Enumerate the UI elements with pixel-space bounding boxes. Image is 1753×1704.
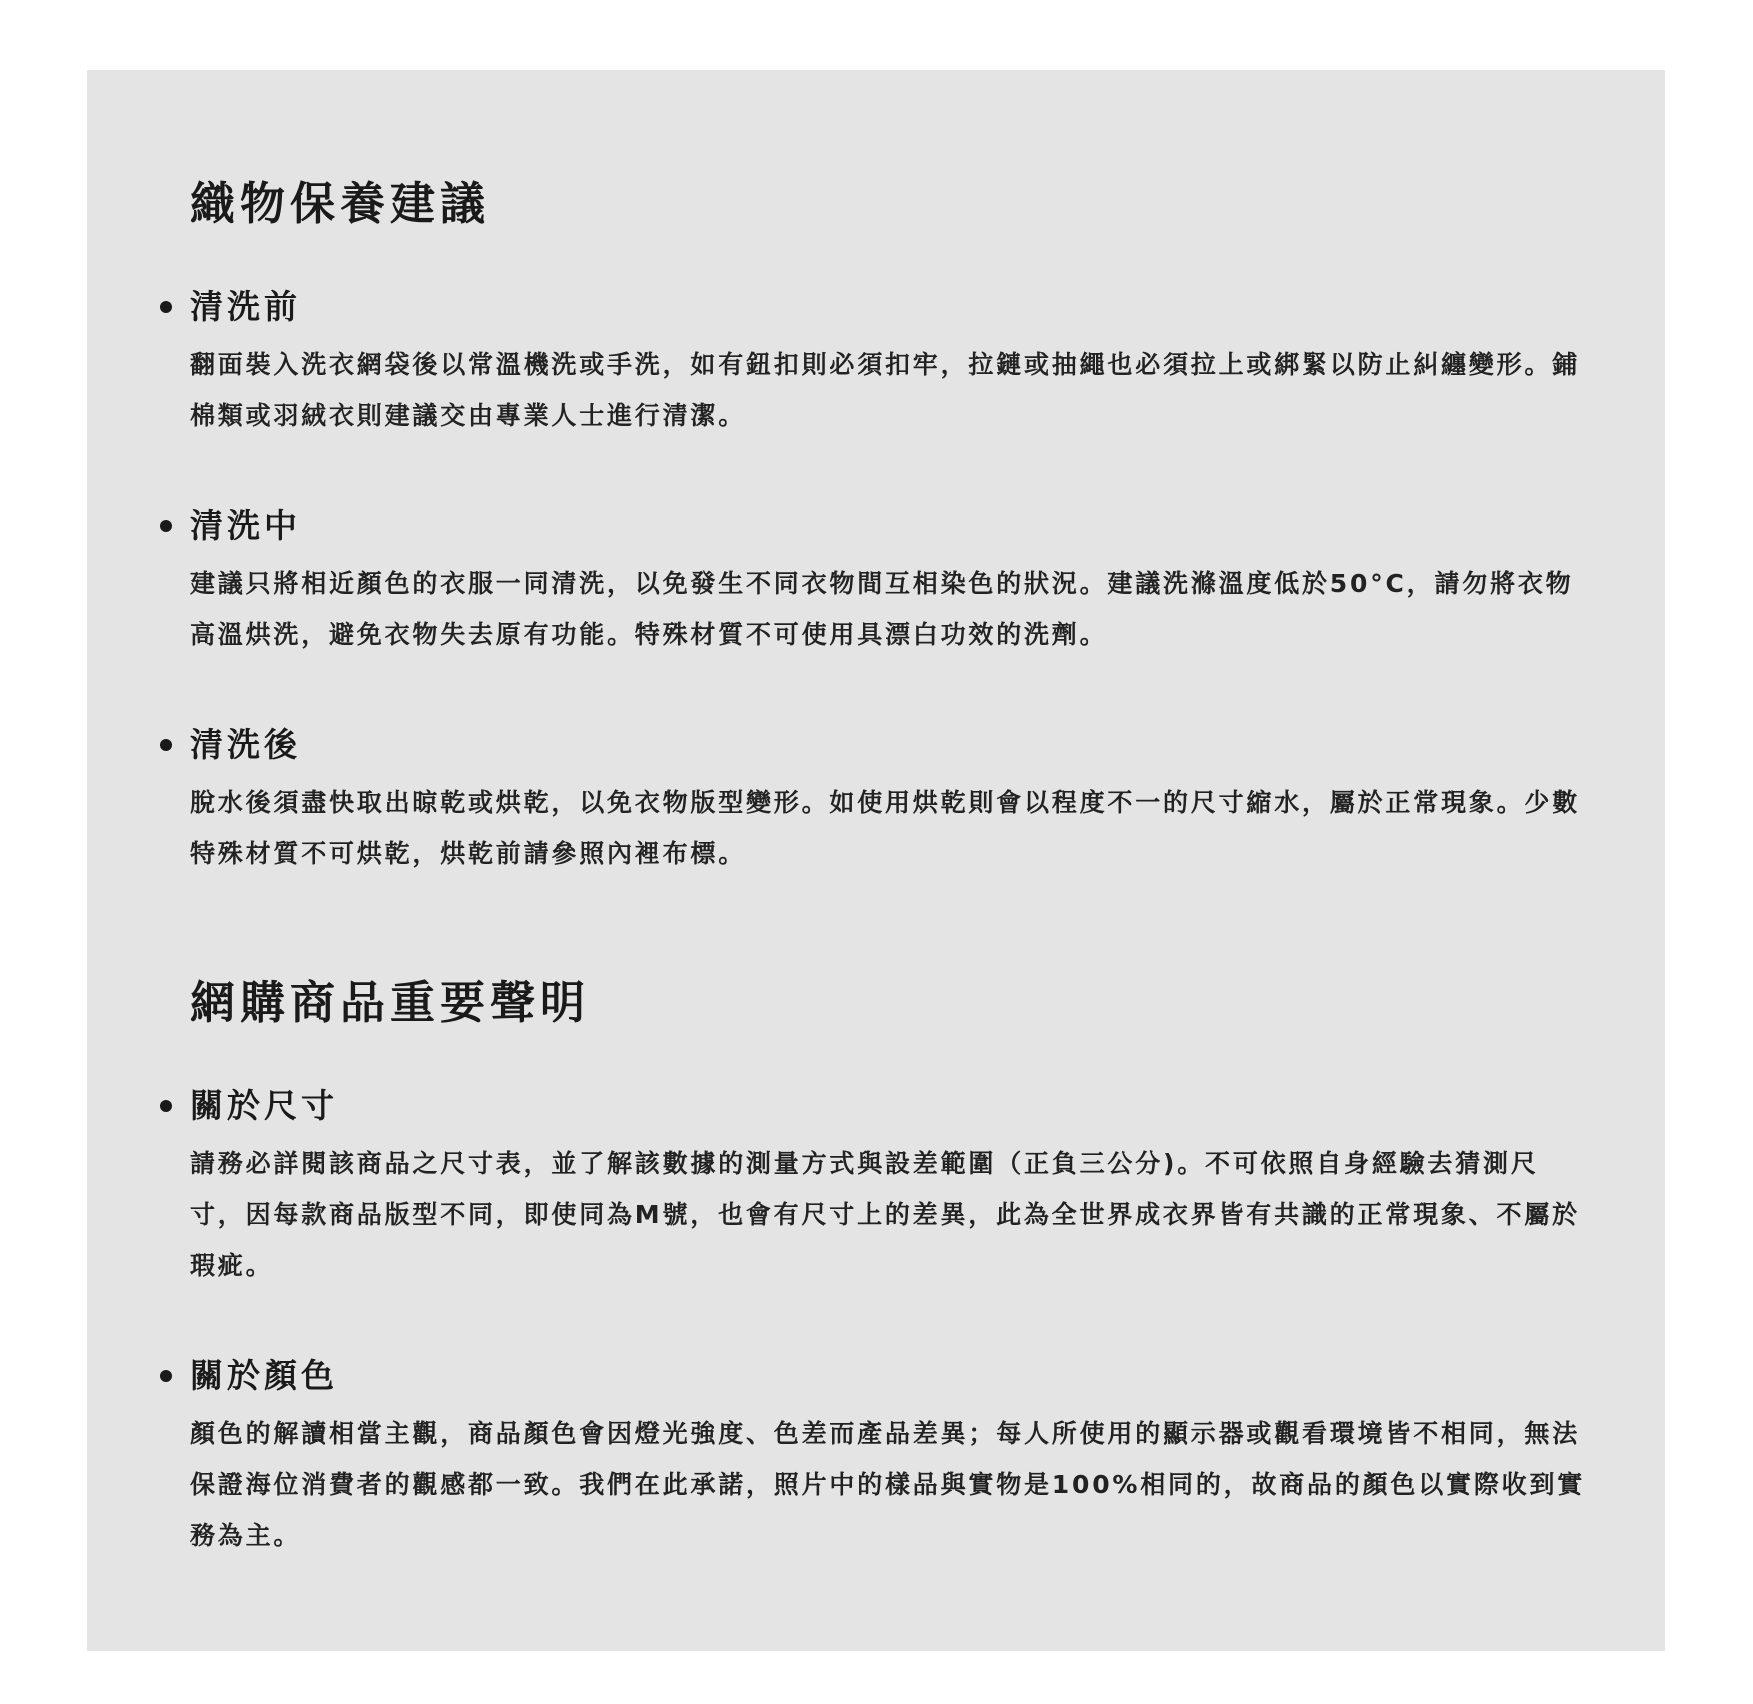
notice-item-text: 顏色的解讀相當主觀，商品顏色會因燈光強度、色差而產品差異；每人所使用的顯示器或觀看環境皆不相同，無法保證海位消費者的觀感都一致。我們在此承諾，照片中的樣品與實物是100%相同的，故商品的顏色以實際收到實務為主。 [190, 1419, 1586, 1550]
care-item-before-wash [190, 285, 1590, 441]
bullet-icon [160, 301, 172, 313]
care-item-during-wash [190, 504, 1590, 660]
care-item-heading [190, 723, 1590, 767]
notice-section-title: 網購商品重要聲明 [190, 976, 591, 1029]
care-item-text: 脫水後須盡快取出晾乾或烘乾，以免衣物版型變形。如使用烘乾則會以程度不一的尺寸縮水，屬於正常現象。少數特殊材質不可烘乾，烘乾前請參照內裡布標。 [190, 788, 1581, 868]
care-item-heading [190, 285, 1590, 329]
care-item-text: 建議只將相近顏色的衣服一同清洗，以免發生不同衣物間互相染色的狀況。建議洗滌溫度低於50°C，請勿將衣物高溫烘洗，避免衣物失去原有功能。特殊材質不可使用具漂白功效的洗劑。 [190, 569, 1574, 649]
care-item-heading-text: 清洗後 [190, 725, 301, 764]
notice-item-heading-text: 關於尺寸 [190, 1086, 338, 1125]
bullet-icon [160, 520, 172, 532]
notice-item-text: 請務必詳閱該商品之尺寸表，並了解該數據的測量方式與設差範圍（正負三公分)。不可依照自身經驗去猜測尺寸，因每款商品版型不同，即使同為M號，也會有尺寸上的差異，此為全世界成衣界皆有共識的正常現象、不屬於瑕疵。 [190, 1149, 1580, 1280]
notice-item-heading [190, 1354, 1590, 1398]
content-panel [87, 70, 1665, 1651]
notice-item-heading [190, 1084, 1590, 1128]
bullet-icon [160, 1100, 172, 1112]
content-column [190, 175, 1590, 1561]
bullet-icon [160, 739, 172, 751]
notice-item-size [190, 1084, 1590, 1291]
care-item-text: 翻面裝入洗衣網袋後以常溫機洗或手洗，如有鈕扣則必須扣牢，拉鏈或抽繩也必須拉上或綁緊以防止糾纏變形。鋪棉類或羽絨衣則建議交由專業人士進行清潔。 [190, 350, 1581, 430]
care-item-after-wash [190, 723, 1590, 879]
care-section-title: 織物保養建議 [190, 177, 491, 230]
bullet-icon [160, 1370, 172, 1382]
notice-item-heading-text: 關於顏色 [190, 1356, 338, 1395]
notice-item-color [190, 1354, 1590, 1561]
care-item-heading-text: 清洗前 [190, 287, 301, 326]
care-item-heading-text: 清洗中 [190, 506, 301, 545]
care-item-heading [190, 504, 1590, 548]
